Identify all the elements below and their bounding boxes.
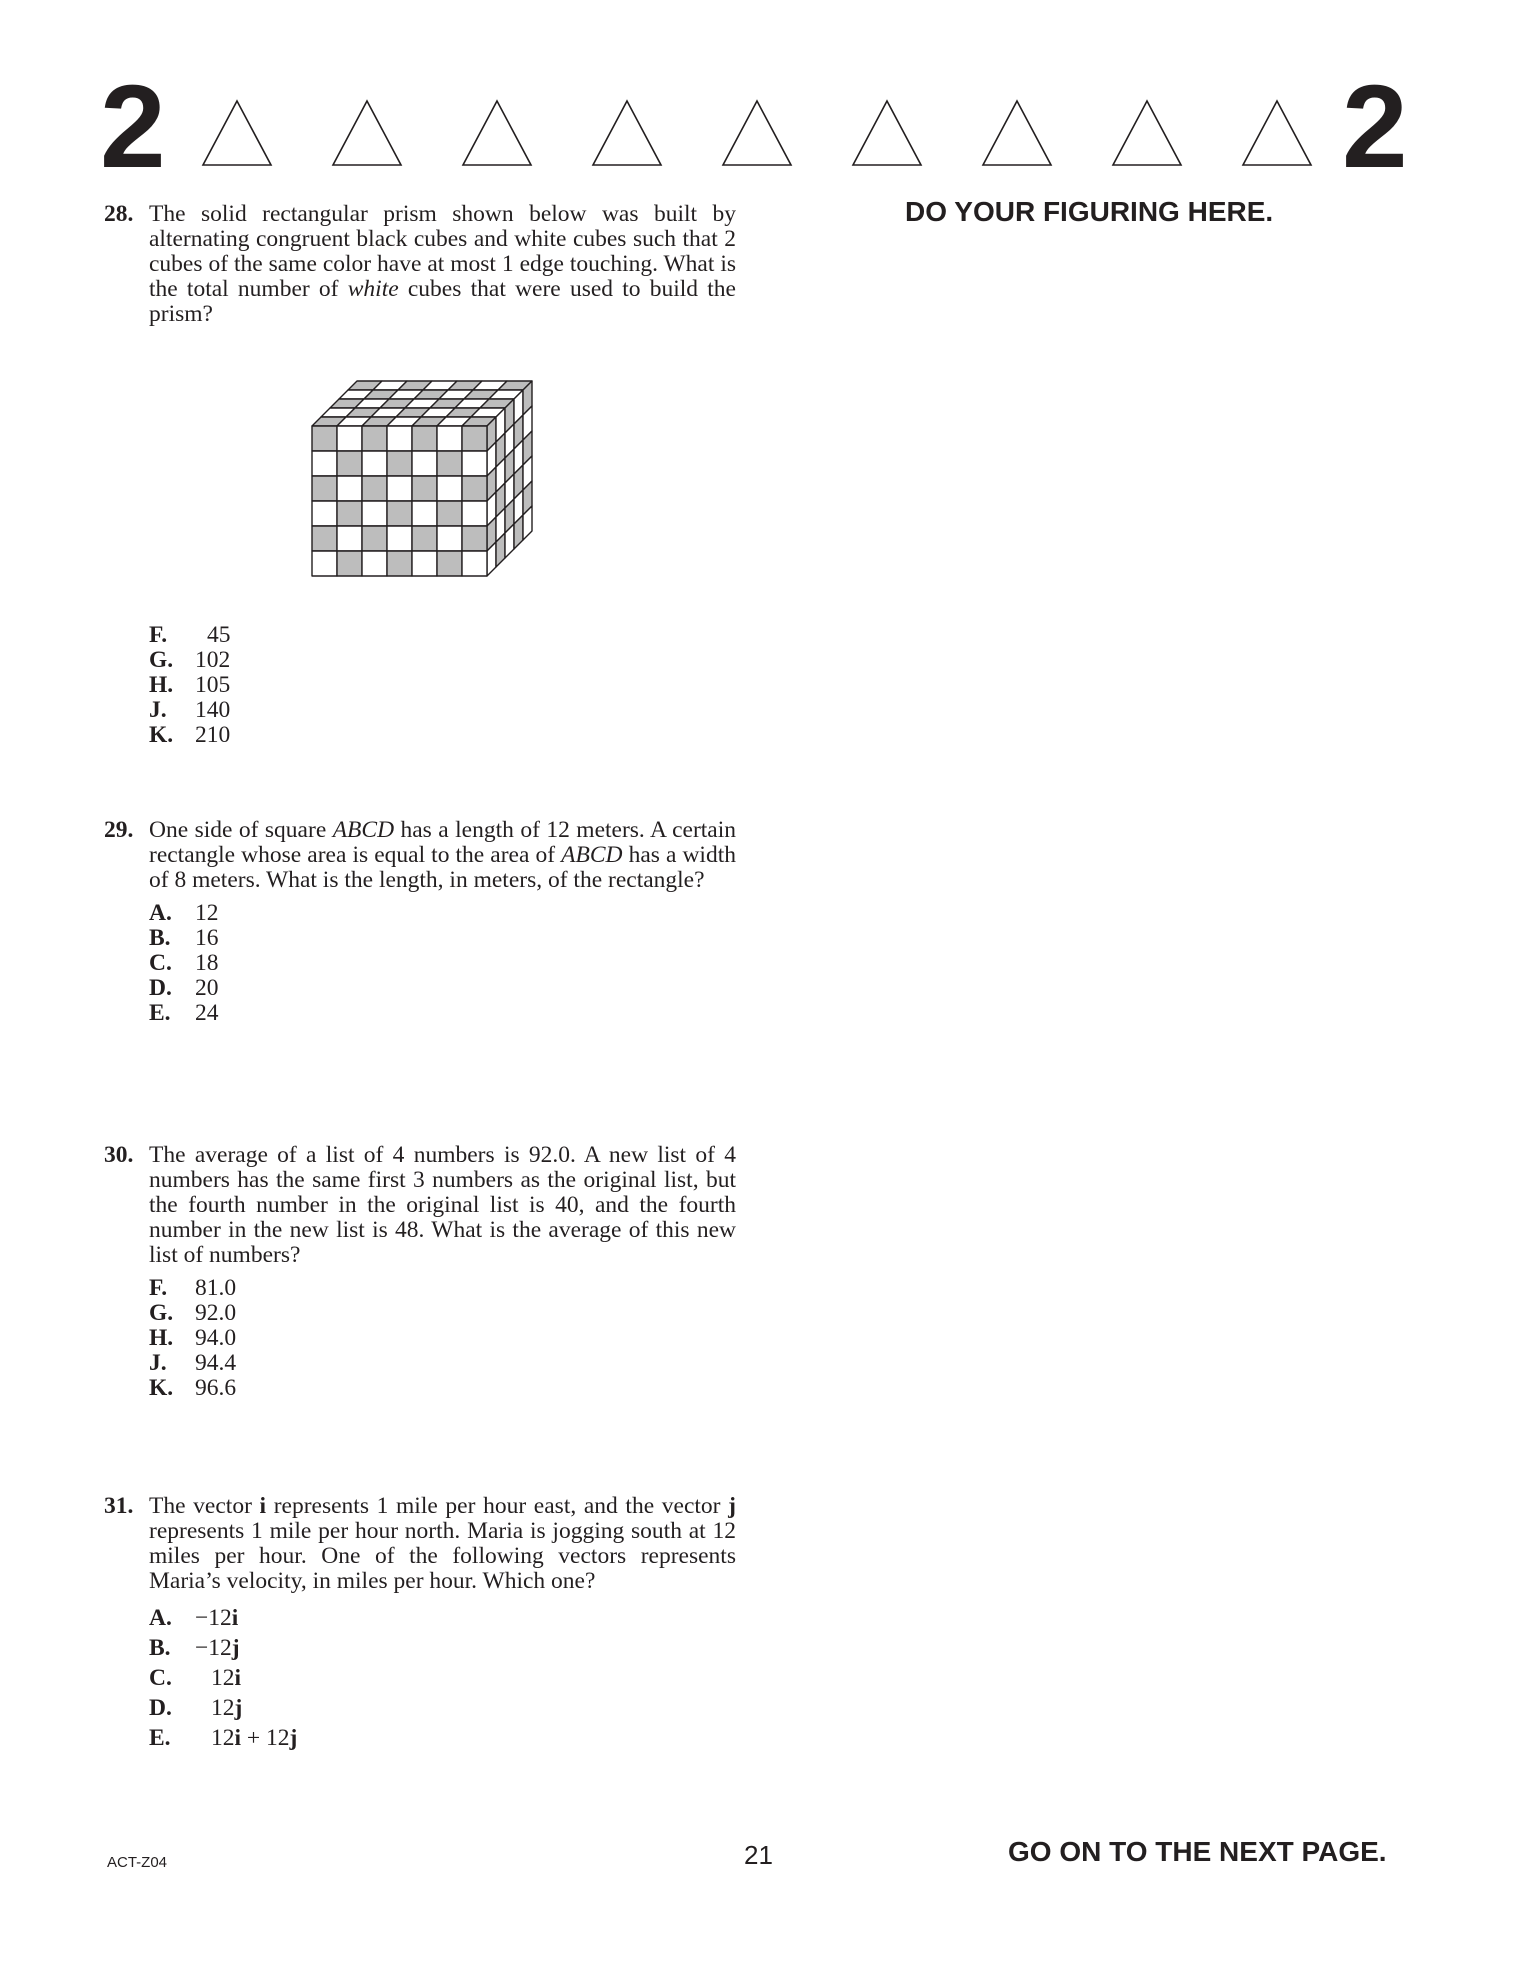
section-number-right: 2 xyxy=(1342,61,1406,193)
prism-front-cell xyxy=(312,551,337,576)
prism-front-cell xyxy=(387,426,412,451)
answer-choice-f[interactable]: F. 81.0 xyxy=(149,1275,237,1301)
answer-choices xyxy=(149,623,736,748)
prism-front-cell xyxy=(437,551,462,576)
prism-front-cell xyxy=(437,526,462,551)
checkered-prism-figure xyxy=(300,346,580,596)
answer-choice-c[interactable]: C. 12i xyxy=(149,1665,242,1691)
prism-front-cell xyxy=(337,476,362,501)
answer-choice-e[interactable]: E. 12i + 12j xyxy=(149,1725,298,1751)
answer-choice-d[interactable]: D. 20 xyxy=(149,975,219,1001)
prism-front-cell xyxy=(412,526,437,551)
prism-front-cell xyxy=(312,501,337,526)
prism-front-cell xyxy=(362,551,387,576)
question-31 xyxy=(104,1494,736,1756)
answer-choice-b[interactable]: B. 16 xyxy=(149,925,219,951)
prism-front-cell xyxy=(462,476,487,501)
prism-front-cell xyxy=(412,476,437,501)
prism-front-cell xyxy=(387,451,412,476)
answer-choice-a[interactable]: A. −12i xyxy=(149,1605,239,1631)
prism-front-cell xyxy=(462,451,487,476)
question-number: 31. xyxy=(104,1493,134,1519)
prism-front-cell xyxy=(387,551,412,576)
triangle-icon xyxy=(1240,98,1314,168)
triangle-icon xyxy=(460,98,534,168)
triangle-icon xyxy=(200,98,274,168)
prism-front-cell xyxy=(362,451,387,476)
question-number: 30. xyxy=(104,1142,134,1168)
question-number: 28. xyxy=(104,201,134,227)
prism-front-cell xyxy=(462,426,487,451)
answer-choice-c[interactable]: C. 18 xyxy=(149,950,219,976)
prism-front-cell xyxy=(362,526,387,551)
page-number: 21 xyxy=(744,1840,773,1870)
triangle-icon xyxy=(720,98,794,168)
answer-choice-k[interactable]: K. 96.6 xyxy=(149,1375,237,1401)
prism-front-cell xyxy=(337,451,362,476)
page-header xyxy=(0,0,1530,193)
prism-front-cell xyxy=(437,476,462,501)
question-text: The average of a list of 4 numbers is 92.0. A new list of 4 numbers has the same first 3 numbers as the original list, but the fourth number in the original list is 40, and the fourth number in the new list is 48. What is the average of this new list of numbers? xyxy=(149,1142,736,1268)
prism-front-cell xyxy=(387,526,412,551)
prism-front-cell xyxy=(362,501,387,526)
answer-choice-j[interactable]: J. 94.4 xyxy=(149,1350,237,1376)
question-29 xyxy=(104,818,736,1026)
prism-front-cell xyxy=(412,551,437,576)
prism-front-cell xyxy=(362,476,387,501)
prism-front-cell xyxy=(387,501,412,526)
answer-choice-a[interactable]: A. 12 xyxy=(149,900,219,926)
figuring-label: DO YOUR FIGURING HERE. xyxy=(905,196,1274,227)
prism-front-cell xyxy=(362,426,387,451)
prism-front-cell xyxy=(412,426,437,451)
answer-choice-g[interactable]: G. 92.0 xyxy=(149,1300,237,1326)
answer-choice-j[interactable]: J. 140 xyxy=(149,697,231,723)
triangle-icon xyxy=(1110,98,1184,168)
prism-front-cell xyxy=(312,476,337,501)
answer-choice-e[interactable]: E. 24 xyxy=(149,1000,219,1026)
triangle-icon xyxy=(850,98,924,168)
prism-front-cell xyxy=(312,451,337,476)
prism-front-cell xyxy=(412,451,437,476)
answer-choice-h[interactable]: H. 105 xyxy=(149,672,231,698)
next-page-notice: GO ON TO THE NEXT PAGE. xyxy=(1008,1836,1387,1867)
answer-choice-d[interactable]: D. 12j xyxy=(149,1695,243,1721)
prism-front-cell xyxy=(437,451,462,476)
prism-front-cell xyxy=(412,501,437,526)
prism-front-cell xyxy=(337,426,362,451)
answer-choice-f[interactable]: F. 45 xyxy=(149,622,231,648)
answer-choices xyxy=(149,1606,736,1756)
question-text: One side of square ABCD has a length of 12 meters. A certain rectangle whose area is equal to the area of ABCD has a width of 8 meters. What is the length, in meters, of the rectangle? xyxy=(149,817,737,893)
section-number-left: 2 xyxy=(100,61,164,193)
answer-choices xyxy=(149,901,736,1026)
answer-choice-h[interactable]: H. 94.0 xyxy=(149,1325,237,1351)
prism-front-cell xyxy=(312,426,337,451)
question-text: The solid rectangular prism shown below was built by alternating congruent black cubes and white cubes such that 2 cubes of the same color have at most 1 edge touching. What is the total number of white cubes that were used to build the prism? xyxy=(149,201,736,327)
prism-front-cell xyxy=(462,526,487,551)
test-code: ACT-Z04 xyxy=(107,1854,168,1871)
triangle-icon xyxy=(980,98,1054,168)
prism-front-cell xyxy=(337,551,362,576)
triangle-icon xyxy=(590,98,664,168)
question-30 xyxy=(104,1143,736,1401)
answer-choice-k[interactable]: K. 210 xyxy=(149,722,231,748)
question-number: 29. xyxy=(104,817,134,843)
prism-front-cell xyxy=(462,501,487,526)
triangle-icon xyxy=(330,98,404,168)
prism-front-cell xyxy=(312,526,337,551)
prism-front-cell xyxy=(462,551,487,576)
answer-choices xyxy=(149,1276,736,1401)
answer-choice-b[interactable]: B. −12j xyxy=(149,1635,240,1661)
prism-front-cell xyxy=(437,501,462,526)
question-text: The vector i represents 1 mile per hour east, and the vector j represents 1 mile per hour north. Maria is jogging south at 12 miles per hour. One of the following vectors represents Maria’s velocity, in miles per hour. Which one? xyxy=(149,1493,736,1594)
prism-front-cell xyxy=(437,426,462,451)
prism-front-cell xyxy=(337,526,362,551)
answer-choice-g[interactable]: G. 102 xyxy=(149,647,231,673)
prism-front-cell xyxy=(387,476,412,501)
prism-front-cell xyxy=(337,501,362,526)
